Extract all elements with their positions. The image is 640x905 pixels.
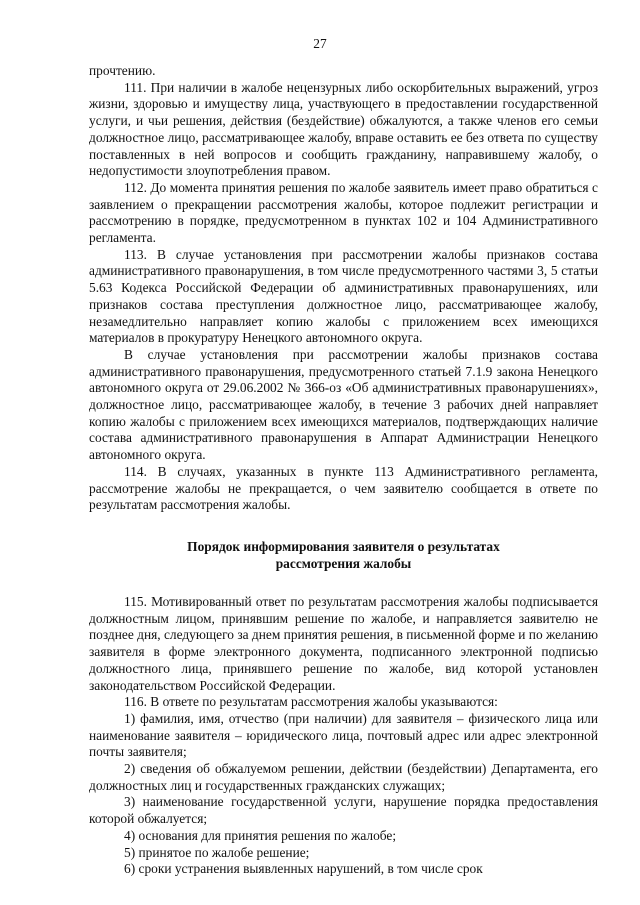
list-item-4: 4) основания для принятия решения по жалобе;	[124, 827, 397, 843]
list-item-5: 5) принятое по жалобе решение;	[124, 844, 310, 860]
paragraph-115: 115. Мотивированный ответ по результатам рассмотрения жалобы подписывается должностным лицом, принявшим решение по жалобе, и направляется заявителю не позднее дня, следующего за днем принятия решения, в письменной форме и по желанию заявителя в форме электронного документа, подписанного электронной подписью должностного лица, принявшего решение по жалобе, вид которой установлен законодательством Российской Федерации.	[89, 593, 598, 693]
section-heading-line1: Порядок информирования заявителя о результатах	[187, 538, 500, 554]
list-item-6: 6) сроки устранения выявленных нарушений, в том числе срок	[124, 861, 483, 877]
paragraph-continuation: прочтению.	[89, 63, 156, 78]
section-heading	[89, 538, 598, 572]
paragraph-113-part2: В случае установления при рассмотрении жалобы признаков состава административного правонарушения, предусмотренного статьей 7.1.9 закона Ненецкого автономного округа от 29.06.2002 № 366-оз «Об административных правонарушениях», должностное лицо, рассматривающее жалобу, в течение 3 рабочих дней направляет копию жалобы с приложением всех имеющихся материалов, подтверждающих наличие состава административного правонарушения в Аппарат Администрации Ненецкого автономного округа.	[89, 346, 598, 463]
paragraph-111: 111. При наличии в жалобе нецензурных либо оскорбительных выражений, угроз жизни, здоровью и имуществу лица, участвующего в предоставлении государственной услуги, и чьи решения, действия (бездействие) обжалуются, а также членов его семьи должностное лицо, рассматривающее жалобу, вправе оставить ее без ответа по существу поставленных в ней вопросов и сообщить гражданину, направившему жалобу, о недопустимости злоупотребления правом.	[89, 79, 598, 179]
page-number: 27	[313, 36, 327, 51]
paragraph-113: 113. В случае установления при рассмотрении жалобы признаков состава административного правонарушения, в том числе предусмотренного частями 3, 5 статьи 5.63 Кодекса Российской Федерации об административных правонарушениях, или признаков состава преступления должностное лицо, рассматривающее жалобу, незамедлительно направляет копию жалобы с приложением всех имеющихся материалов в прокуратуру Ненецкого автономного округа.	[89, 246, 598, 346]
paragraph-112: 112. До момента принятия решения по жалобе заявитель имеет право обратиться с заявлением о прекращении рассмотрения жалобы, которое подлежит регистрации и рассмотрению в порядке, предусмотренном в пунктах 102 и 104 Административного регламента.	[89, 179, 598, 246]
list-item-2: 2) сведения об обжалуемом решении, действии (бездействии) Департамента, его должностных лиц и государственных гражданских служащих;	[89, 761, 598, 793]
paragraph-114: 114. В случаях, указанных в пункте 113 Административного регламента, рассмотрение жалобы не прекращается, о чем заявителю сообщается в ответе по результатам рассмотрения жалобы.	[89, 463, 598, 513]
list-item-1: 1) фамилия, имя, отчество (при наличии) для заявителя – физического лица или наименование заявителя – юридического лица, почтовый адрес или адрес электронной почты заявителя;	[89, 710, 598, 760]
paragraph-116: 116. В ответе по результатам рассмотрения жалобы указываются:	[124, 694, 498, 710]
section-heading-line2: рассмотрения жалобы	[275, 555, 412, 571]
list-item-3: 3) наименование государственной услуги, нарушение порядка предоставления которой обжалуется;	[89, 794, 598, 827]
page-body	[89, 63, 598, 878]
